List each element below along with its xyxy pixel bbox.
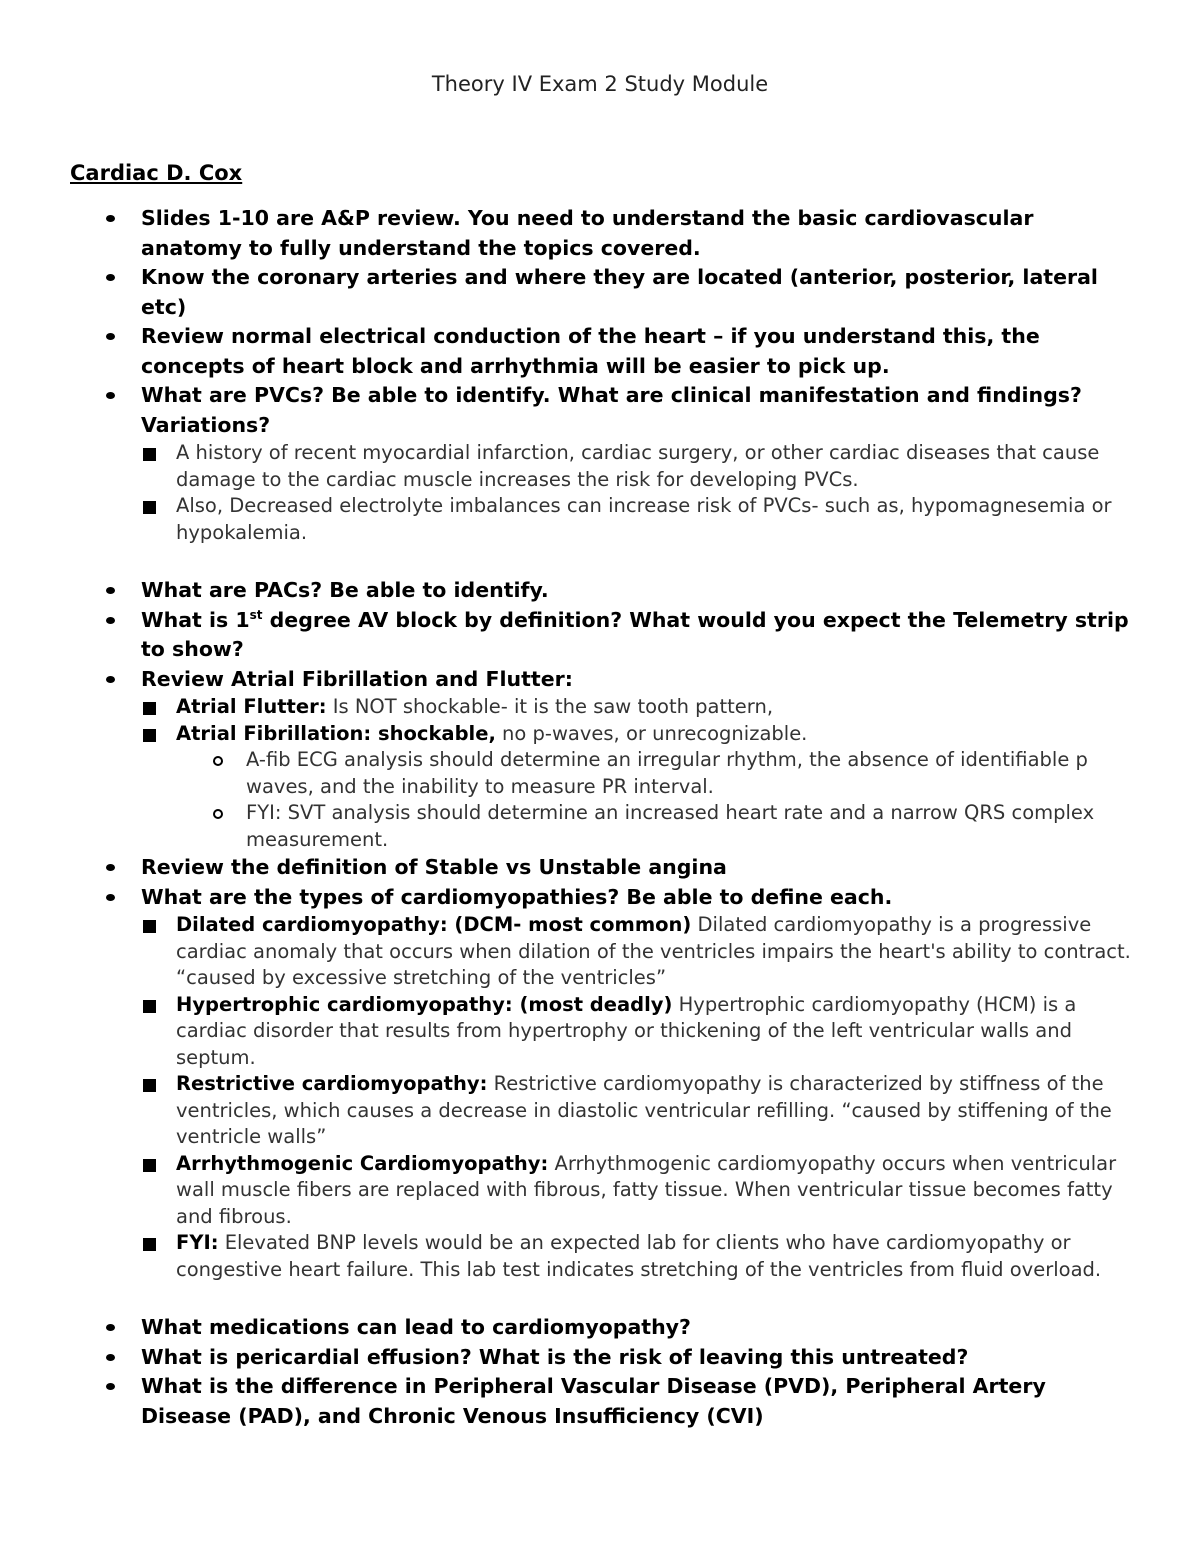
bullet-dot-icon [106, 215, 115, 222]
list-item: What are PVCs? Be able to identify. What are clinical manifestation and findings? Variations? A history of recent myocardial infarction, cardiac surgery, or other cardiac diseases that cause damage to the cardiac muscle increases the risk for developing PVCs. Also, Decreased electrolyte imbalances can increase risk of PVCs- such as, hypomagnesemia or hypokalemia. [70, 381, 1140, 546]
list-item: What is pericardial effusion? What is the risk of leaving this untreated? [70, 1343, 1140, 1373]
bullet-dot-icon [106, 333, 115, 340]
bullet-dot-icon [106, 1324, 115, 1331]
bullet-square-icon [143, 501, 156, 514]
section-heading: Cardiac D. Cox [70, 161, 243, 185]
list-item: Review normal electrical conduction of the heart – if you understand this, the concepts of heart block and arrhythmia will be easier to pick up. [70, 322, 1140, 381]
sub-list-item: Restrictive cardiomyopathy: Restrictive cardiomyopathy is characterized by stiffness of the ventricles, which causes a decrease in diastolic ventricular refilling. “caused by stiffening of the ventricle walls” [141, 1071, 1140, 1151]
bullet-dot-icon [106, 274, 115, 281]
sub-list-item: Dilated cardiomyopathy: (DCM- most common) Dilated cardiomyopathy is a progressive cardiac anomaly that occurs when dilation of the ventricles impairs the heart's ability to contract. “caused by excessive stretching of the ventricles” [141, 912, 1140, 992]
bullet-square-icon [143, 448, 156, 461]
bullet-square-icon [143, 1238, 156, 1251]
document-title: Theory IV Exam 2 Study Module [431, 72, 769, 96]
list-item: What are PACs? Be able to identify. [70, 576, 1140, 606]
bullet-dot-icon [106, 894, 115, 901]
bullet-circle-icon [213, 809, 223, 819]
sub-list-item: Arrhythmogenic Cardiomyopathy: Arrhythmogenic cardiomyopathy occurs when ventricular wall muscle fibers are replaced with fibrous, fatty tissue. When ventricular tissue becomes fatty and fibrous. [141, 1151, 1140, 1231]
bullet-square-icon [143, 1159, 156, 1172]
sub-sub-list-item: FYI: SVT analysis should determine an increased heart rate and a narrow QRS complex measurement. [176, 800, 1140, 853]
bullet-square-icon [143, 702, 156, 715]
list-item: What medications can lead to cardiomyopathy? [70, 1313, 1140, 1343]
sub-list [141, 694, 1140, 853]
list-item: What is 1st degree AV block by definition? What would you expect the Telemetry strip to show? [70, 606, 1140, 665]
sub-list-item: Atrial Flutter: Is NOT shockable- it is the saw tooth pattern, [141, 694, 1140, 721]
bullet-square-icon [143, 1079, 156, 1092]
sub-list-item: Also, Decreased electrolyte imbalances can increase risk of PVCs- such as, hypomagnesemia or hypokalemia. [141, 493, 1140, 546]
sub-sub-list [176, 747, 1140, 853]
sub-list [141, 440, 1140, 546]
sub-list [141, 912, 1140, 1283]
topic-list [70, 204, 1140, 1431]
bullet-square-icon [143, 1000, 156, 1013]
sub-list-item: FYI: Elevated BNP levels would be an expected lab for clients who have cardiomyopathy or congestive heart failure. This lab test indicates stretching of the ventricles from fluid overload. [141, 1230, 1140, 1283]
list-item: Review Atrial Fibrillation and Flutter: Atrial Flutter: Is NOT shockable- it is the saw tooth pattern, Atrial Fibrillation: shockable, no p-waves, or unrecognizable. A-fib ECG analysis should determine an irregular rhythm, the absence of identifiable p waves, and the inability to measure PR interval. FYI: SVT analysis should determine an increased heart rate and a narrow QRS complex measurement. [70, 665, 1140, 854]
bullet-dot-icon [106, 1383, 115, 1390]
bullet-dot-icon [106, 587, 115, 594]
list-item: What are the types of cardiomyopathies? Be able to define each. Dilated cardiomyopathy: (DCM- most common) Dilated cardiomyopathy is a progressive cardiac anomaly that occurs when dilation of the ventricles impairs the heart's ability to contract. “caused by excessive stretching of the ventricles” Hypertrophic cardiomyopathy: (most deadly) Hypertrophic cardiomyopathy (HCM) is a cardiac disorder that results from hypertrophy or thickening of the left ventricular walls and septum. Restrictive cardiomyopathy: Restrictive cardiomyopathy is characterized by stiffness of the ventricles, which causes a decrease in diastolic ventricular refilling. “caused by stiffening of the ventricle walls” Arrhythmogenic Cardiomyopathy: Arrhythmogenic cardiomyopathy occurs when ventricular wall muscle fibers are replaced with fibrous, fatty tissue. When ventricular tissue becomes fatty and fibrous. FYI: Elevated BNP levels would be an expected lab for clients who have cardiomyopathy or congestive heart failure. This lab test indicates stretching of the ventricles from fluid overload. [70, 883, 1140, 1284]
list-item: What is the difference in Peripheral Vascular Disease (PVD), Peripheral Artery Disease (PAD), and Chronic Venous Insufficiency (CVI) [70, 1372, 1140, 1431]
list-item: Know the coronary arteries and where they are located (anterior, posterior, lateral etc) [70, 263, 1140, 322]
bullet-dot-icon [106, 676, 115, 683]
bullet-square-icon [143, 729, 156, 742]
list-item: Review the definition of Stable vs Unstable angina [70, 853, 1140, 883]
bullet-dot-icon [106, 864, 115, 871]
list-item: Slides 1-10 are A&P review. You need to understand the basic cardiovascular anatomy to fully understand the topics covered. [70, 204, 1140, 263]
bullet-dot-icon [106, 617, 115, 624]
bullet-circle-icon [213, 756, 223, 766]
sub-sub-list-item: A-fib ECG analysis should determine an irregular rhythm, the absence of identifiable p waves, and the inability to measure PR interval. [176, 747, 1140, 800]
sub-list-item: Hypertrophic cardiomyopathy: (most deadly) Hypertrophic cardiomyopathy (HCM) is a cardiac disorder that results from hypertrophy or thickening of the left ventricular walls and septum. [141, 992, 1140, 1072]
sub-list-item: Atrial Fibrillation: shockable, no p-waves, or unrecognizable. A-fib ECG analysis should determine an irregular rhythm, the absence of identifiable p waves, and the inability to measure PR interval. FYI: SVT analysis should determine an increased heart rate and a narrow QRS complex measurement. [141, 721, 1140, 854]
bullet-dot-icon [106, 1354, 115, 1361]
bullet-square-icon [143, 920, 156, 933]
bullet-dot-icon [106, 392, 115, 399]
sub-list-item: A history of recent myocardial infarction, cardiac surgery, or other cardiac diseases that cause damage to the cardiac muscle increases the risk for developing PVCs. [141, 440, 1140, 493]
